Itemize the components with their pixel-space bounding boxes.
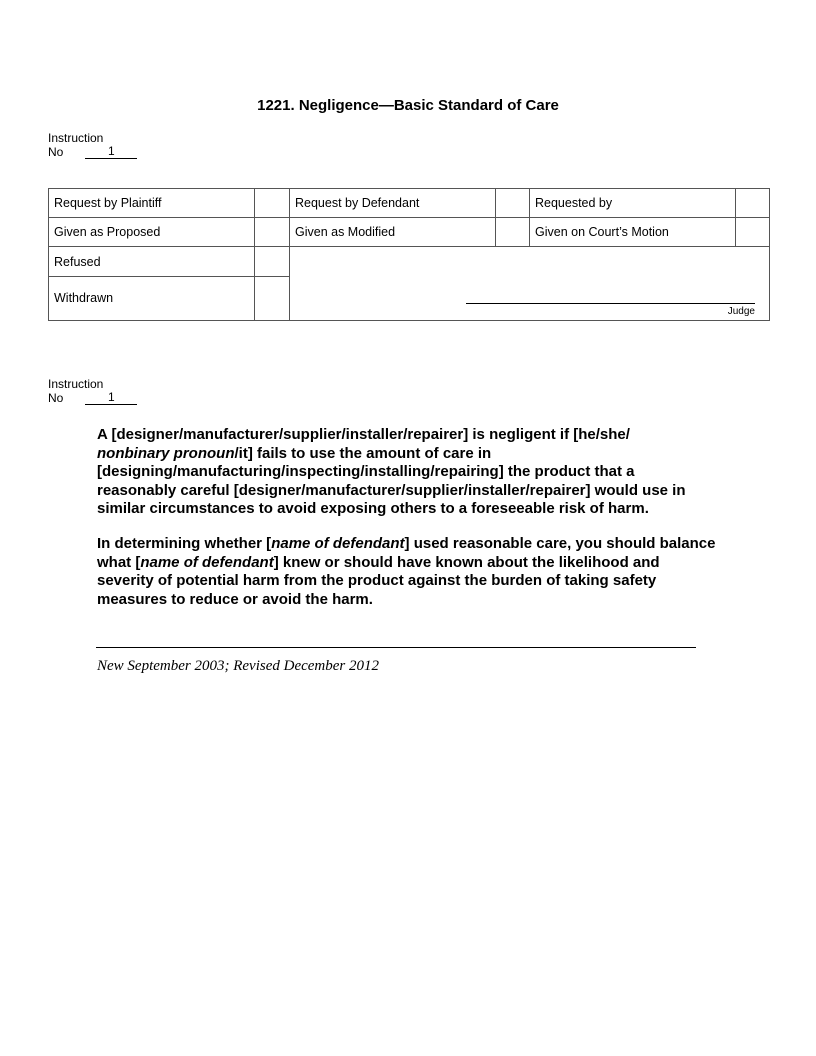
page-title: 1221. Negligence—Basic Standard of Care xyxy=(257,97,559,114)
requested-by-label: Requested by xyxy=(530,189,736,218)
divider xyxy=(96,647,696,648)
paragraph-text: In determining whether [ xyxy=(97,535,272,552)
request-by-defendant-checkbox[interactable] xyxy=(496,189,530,218)
instruction-number-bottom xyxy=(48,377,137,405)
instruction-no-label: No xyxy=(48,391,64,405)
instruction-no-value: 1 xyxy=(85,391,137,405)
instruction-number-top xyxy=(48,131,137,159)
paragraph-text: ] used reasonable care, you should balance what [ xyxy=(97,535,716,571)
request-by-defendant-label: Request by Defendant xyxy=(290,189,496,218)
refused-checkbox[interactable] xyxy=(255,247,290,276)
withdrawn-checkbox[interactable] xyxy=(255,276,290,320)
instruction-label: Instruction xyxy=(48,377,104,391)
placeholder-nonbinary-pronoun: nonbinary pronoun xyxy=(97,444,235,462)
request-table xyxy=(48,188,770,321)
given-as-proposed-checkbox[interactable] xyxy=(255,218,290,247)
instruction-no-value: 1 xyxy=(85,145,137,159)
paragraph-text: ] knew or should have known about the likelihood and severity of potential harm from the product against the burden of taking safety measures to reduce or avoid the harm. xyxy=(97,553,660,608)
given-on-courts-motion-label: Given on Court’s Motion xyxy=(530,218,736,247)
instruction-paragraph-1 xyxy=(97,426,717,519)
request-by-plaintiff-checkbox[interactable] xyxy=(255,189,290,218)
requested-by-checkbox[interactable] xyxy=(736,189,770,218)
instruction-label: Instruction xyxy=(48,131,104,145)
given-on-courts-motion-checkbox[interactable] xyxy=(736,218,770,247)
withdrawn-label: Withdrawn xyxy=(49,276,255,320)
given-as-modified-checkbox[interactable] xyxy=(496,218,530,247)
placeholder-name-of-defendant: name of defendant xyxy=(140,553,274,571)
revision-history: New September 2003; Revised December 2012 xyxy=(97,658,379,674)
given-as-proposed-label: Given as Proposed xyxy=(49,218,255,247)
instruction-no-label: No xyxy=(48,145,64,159)
instruction-paragraph-2 xyxy=(97,535,717,609)
paragraph-text: /it] fails to use the amount of care in [designing/manufacturing/inspecting/installing/repairing] the product that a reasonably careful [designer/manufacturer/supplier/installer/repairer] would use in similar circumstances to avoid exposing others to a foreseeable risk of harm. xyxy=(97,444,686,517)
given-as-modified-label: Given as Modified xyxy=(290,218,496,247)
judge-signature-cell xyxy=(290,247,770,321)
placeholder-name-of-defendant: name of defendant xyxy=(271,535,405,552)
refused-label: Refused xyxy=(49,247,255,276)
judge-signature-line[interactable] xyxy=(466,303,755,304)
paragraph-text: A [designer/manufacturer/supplier/installer/repairer] is negligent if [he/she/ xyxy=(97,426,630,443)
judge-label: Judge xyxy=(727,306,755,317)
request-by-plaintiff-label: Request by Plaintiff xyxy=(49,189,255,218)
